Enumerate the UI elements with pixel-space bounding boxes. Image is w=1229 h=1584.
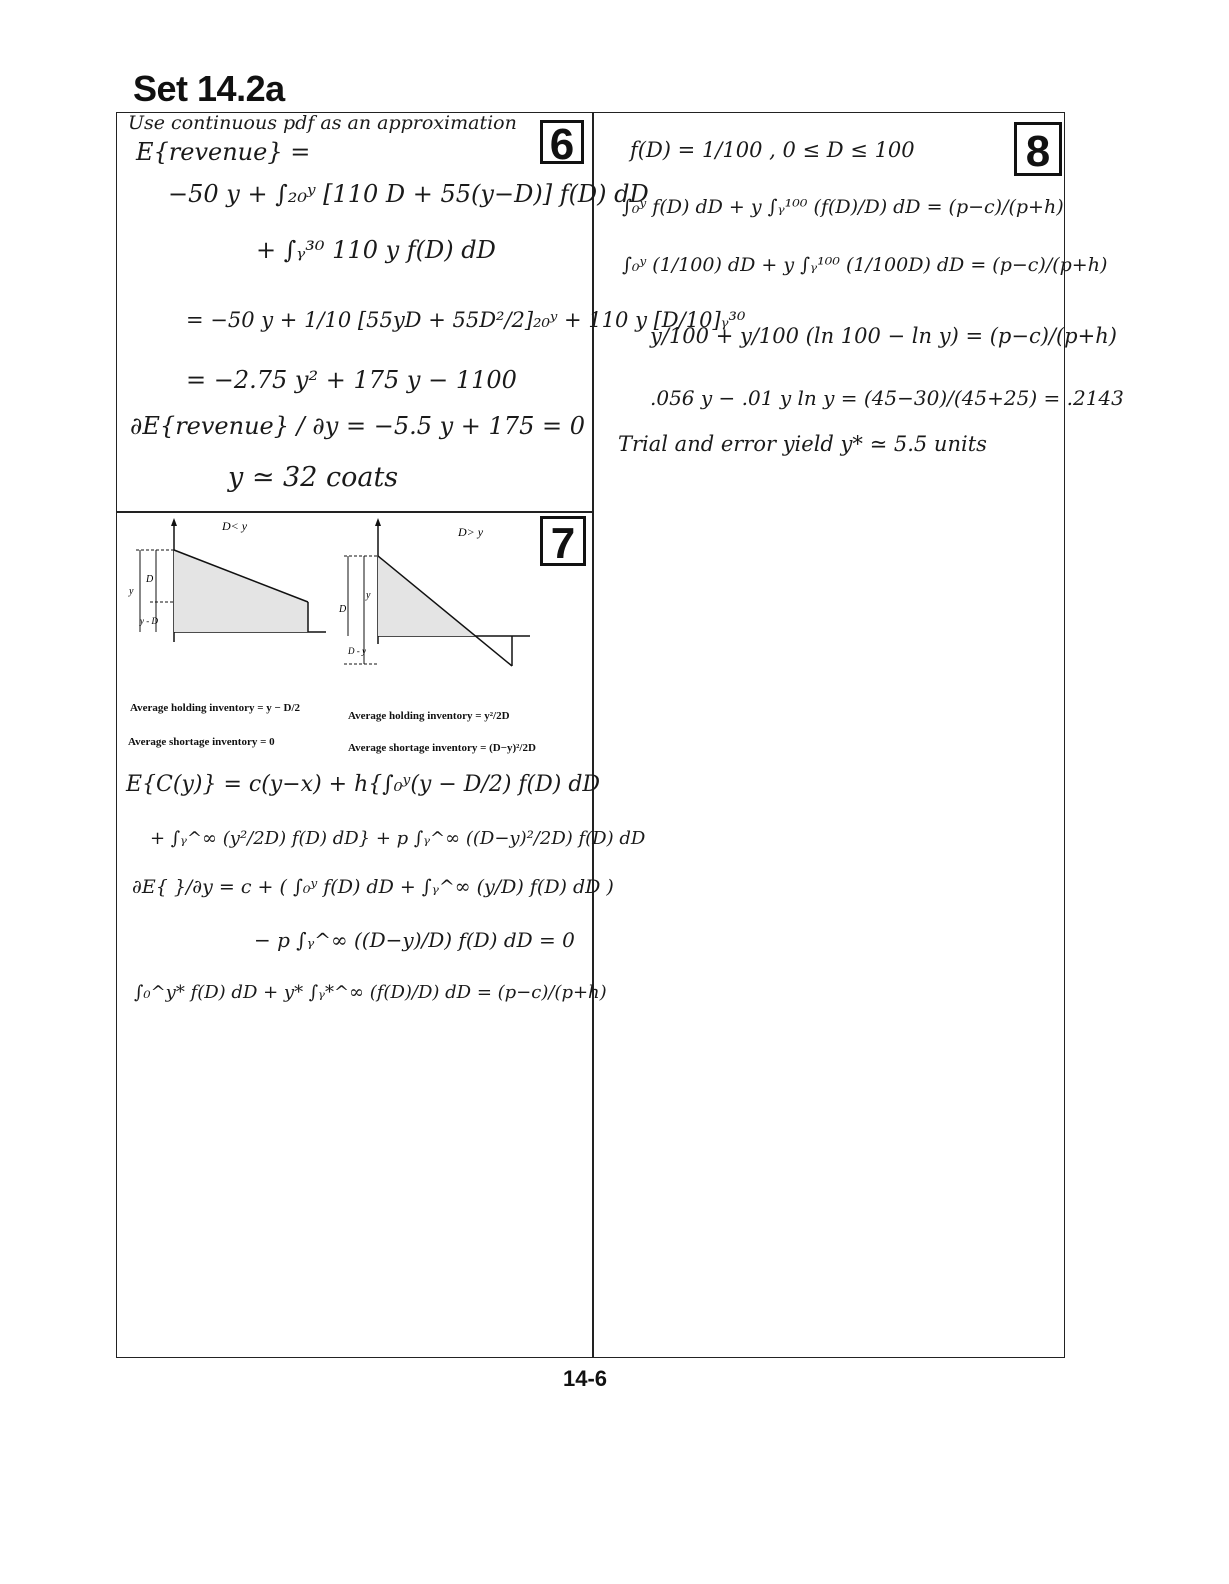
- column-divider: [592, 112, 594, 1358]
- average-shortage-inventory-left: Average shortage inventory = 0: [128, 736, 275, 748]
- solutions-frame: [116, 112, 1065, 1358]
- problem-8-line: f(D) = 1/100 , 0 ≤ D ≤ 100: [630, 138, 915, 162]
- problem-6-line: = −50 y + 1/10 [55yD + 55D²/2]₂₀ʸ + 110 y [D/10]ᵧ³⁰: [186, 308, 746, 332]
- problem-7-line: E{C(y)} = c(y−x) + h{∫₀ʸ(y − D/2) f(D) dD: [126, 772, 601, 797]
- problem-7-line: ∂E{ }/∂y = c + ( ∫₀ʸ f(D) dD + ∫ᵧ^∞ (y/D) f(D) dD ): [132, 876, 614, 898]
- graph-label: D< y: [222, 519, 248, 533]
- problem-8-line: ∫₀ʸ (1/100) dD + y ∫ᵧ¹⁰⁰ (1/100D) dD = (p−c)/(p+h): [622, 254, 1108, 276]
- axis-label-d-minus-y: D - y: [348, 646, 366, 656]
- graph-label: D> y: [458, 525, 484, 539]
- problem-number-badge: 6: [540, 120, 584, 164]
- problem-6-line: E{revenue} =: [136, 138, 311, 166]
- inventory-graph-d-less-than-y: [126, 514, 336, 664]
- axis-label-y: y: [366, 590, 371, 601]
- row-divider: [116, 511, 593, 513]
- problem-6-note: Use continuous pdf as an approximation: [128, 112, 517, 134]
- problem-7-line: − p ∫ᵧ^∞ ((D−y)/D) f(D) dD = 0: [254, 928, 575, 952]
- axis-label-y: y: [129, 586, 134, 597]
- axis-label-d: D: [339, 604, 347, 615]
- problem-6-line: + ∫ᵧ³⁰ 110 y f(D) dD: [256, 236, 496, 264]
- average-shortage-inventory-right: Average shortage inventory = (D−y)²/2D: [348, 742, 536, 754]
- average-holding-inventory-left: Average holding inventory = y − D/2: [130, 702, 300, 714]
- problem-6-line: = −2.75 y² + 175 y − 1100: [186, 366, 517, 394]
- problem-6-line: −50 y + ∫₂₀ʸ [110 D + 55(y−D)] f(D) dD: [168, 180, 649, 208]
- problem-8-line: y/100 + y/100 (ln 100 − ln y) = (p−c)/(p+h): [650, 324, 1117, 348]
- axis-label-y-minus-d: y - D: [140, 616, 158, 626]
- problem-6-answer: y ≃ 32 coats: [228, 462, 399, 493]
- problem-number-badge: 7: [540, 516, 586, 566]
- problem-7-line: + ∫ᵧ^∞ (y²/2D) f(D) dD} + p ∫ᵧ^∞ ((D−y)²/2D) f(D) dD: [150, 828, 646, 849]
- problem-8-line: ∫₀ʸ f(D) dD + y ∫ᵧ¹⁰⁰ (f(D)/D) dD = (p−c)/(p+h): [622, 196, 1064, 218]
- problem-8-answer: Trial and error yield y* ≃ 5.5 units: [618, 432, 987, 456]
- problem-number-badge: 8: [1014, 122, 1062, 176]
- problem-6-line: ∂E{revenue} / ∂y = −5.5 y + 175 = 0: [130, 412, 585, 440]
- page-title: Set 14.2a: [133, 68, 285, 109]
- average-holding-inventory-right: Average holding inventory = y²/2D: [348, 710, 510, 722]
- problem-7-line: ∫₀^y* f(D) dD + y* ∫ᵧ*^∞ (f(D)/D) dD = (p−c)/(p+h): [134, 982, 607, 1003]
- inventory-graph-d-greater-than-y: [330, 514, 540, 674]
- problem-8-line: .056 y − .01 y ln y = (45−30)/(45+25) = .2143: [650, 386, 1124, 410]
- axis-label-d: D: [146, 574, 154, 585]
- page-number: 14-6: [563, 1366, 608, 1391]
